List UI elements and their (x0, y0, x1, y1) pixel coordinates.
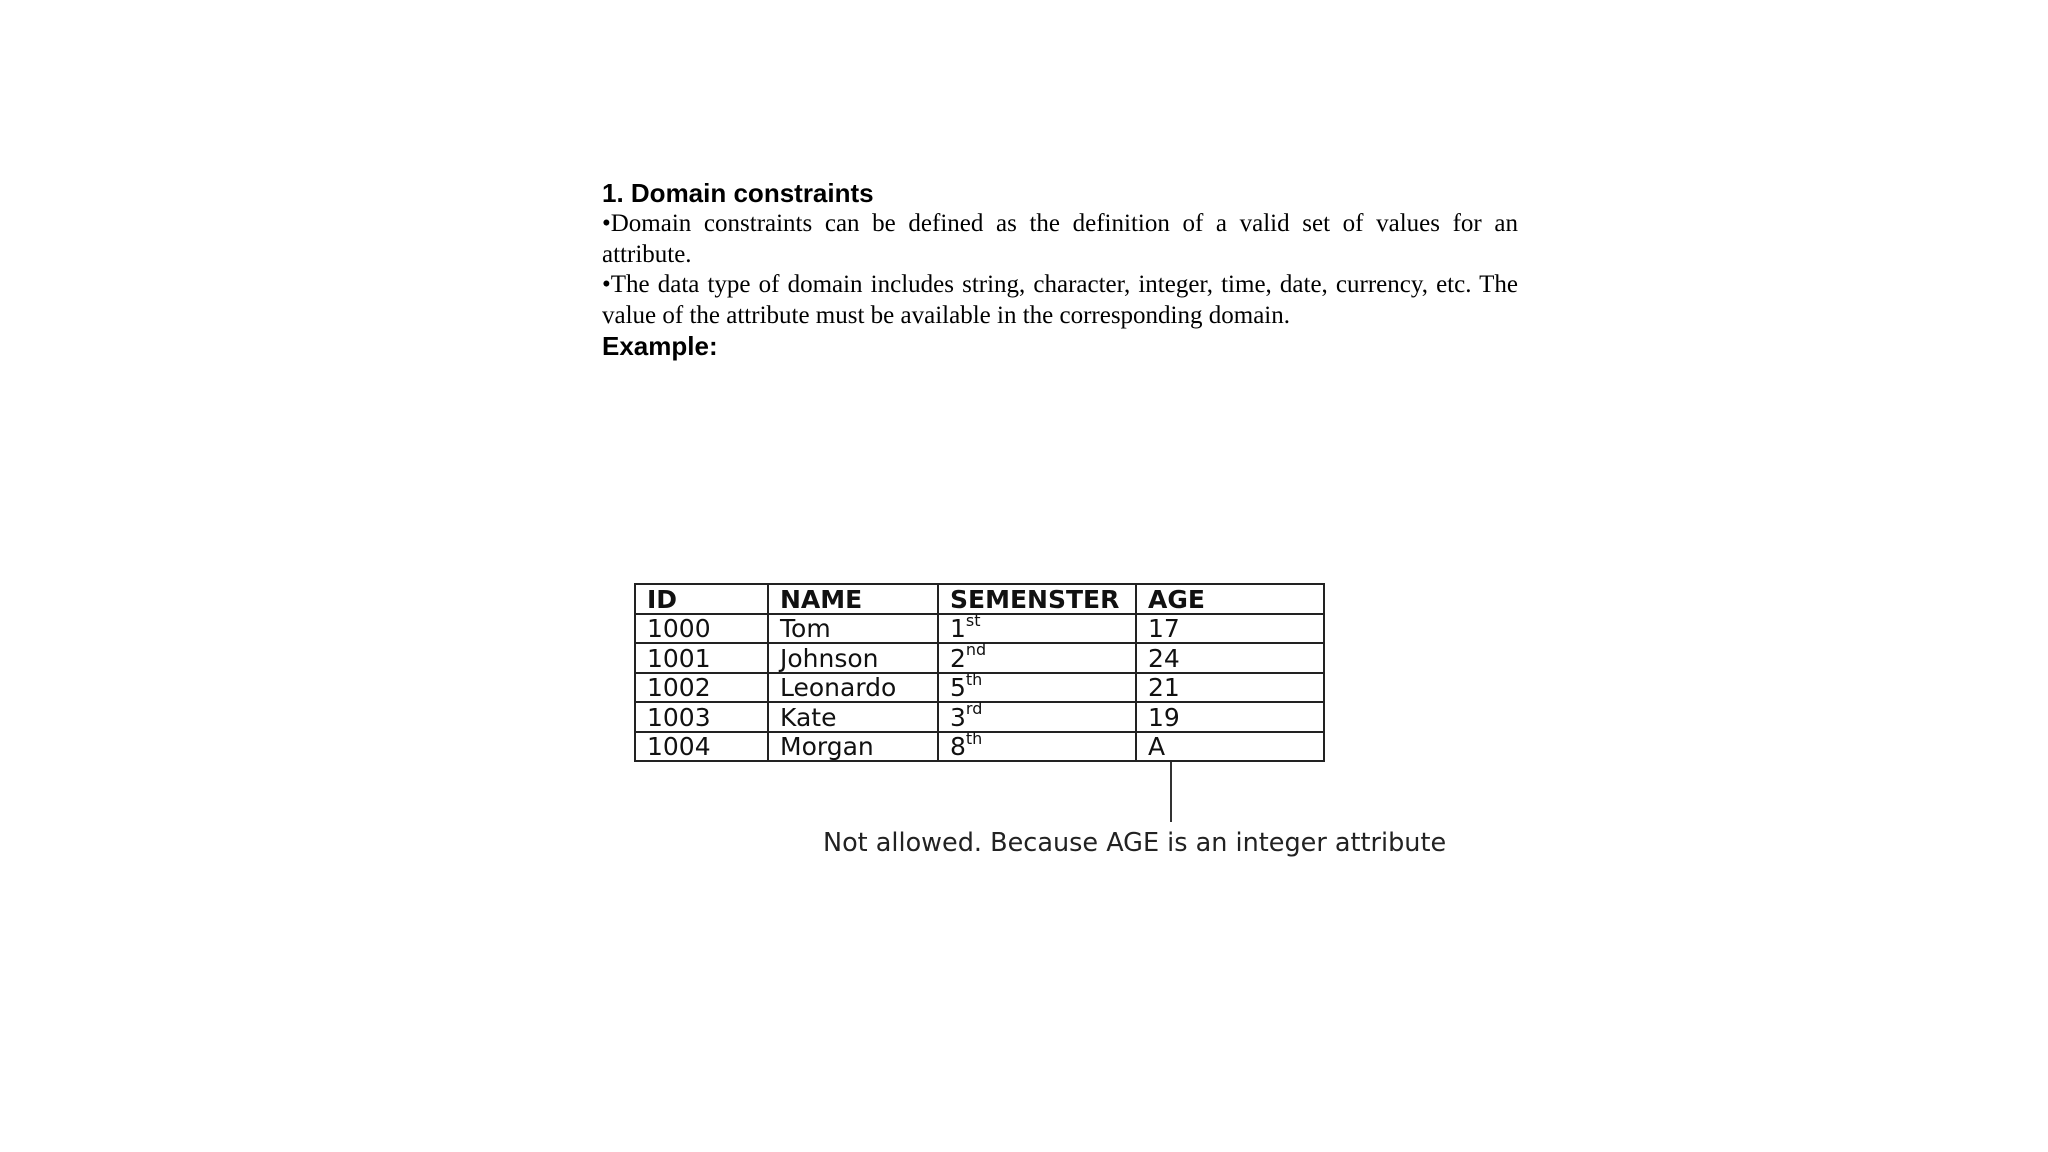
student-table (634, 583, 1325, 762)
section-heading: 1. Domain constraints (602, 178, 874, 208)
column-header-semester: SEMENSTER (938, 584, 1136, 614)
cell-semester (938, 728, 1136, 762)
callout-note: Not allowed. Because AGE is an integer attribute (823, 828, 1447, 858)
table-row-invalid (635, 732, 1324, 762)
cell-age: 21 (1136, 673, 1324, 703)
cell-semester (938, 699, 1136, 732)
cell-id: 1002 (635, 673, 768, 703)
cell-age: 24 (1136, 643, 1324, 673)
cell-name: Kate (768, 702, 938, 732)
cell-age: 17 (1136, 614, 1324, 644)
cell-age: 19 (1136, 702, 1324, 732)
cell-id: 1001 (635, 643, 768, 673)
column-header-age: AGE (1136, 584, 1324, 614)
semester-number: 3 (950, 702, 966, 732)
cell-age-invalid: A (1136, 732, 1324, 762)
cell-semester (938, 640, 1136, 673)
semester-suffix: rd (965, 699, 983, 719)
domain-constraints-section (602, 178, 1518, 362)
table-row (635, 702, 1324, 732)
bullet-data-types: •The data type of domain includes string, character, integer, time, date, currency, etc. The value of the attribute must be available in the corresponding domain. (602, 271, 1518, 329)
cell-name: Leonardo (768, 673, 938, 703)
semester-suffix: st (965, 610, 981, 630)
table-row (635, 614, 1324, 644)
semester-number: 8 (950, 732, 966, 761)
semester-suffix: th (965, 728, 983, 748)
cell-id: 1000 (635, 614, 768, 644)
semester-number: 5 (950, 673, 966, 702)
table-row (635, 643, 1324, 673)
semester-suffix: th (965, 669, 983, 689)
bullet-definition: •Domain constraints can be defined as the definition of a valid set of values for an attribute. (602, 210, 1518, 268)
semester-number: 2 (950, 643, 966, 673)
column-header-name: NAME (768, 584, 938, 614)
cell-name: Morgan (768, 732, 938, 762)
example-table-container (634, 583, 1325, 762)
column-header-id: ID (635, 584, 768, 614)
cell-id: 1004 (635, 732, 768, 762)
semester-suffix: nd (965, 640, 987, 660)
table-header-row (635, 584, 1324, 614)
cell-name: Johnson (768, 643, 938, 673)
table-row (635, 673, 1324, 703)
cell-id: 1003 (635, 702, 768, 732)
example-label: Example: (602, 331, 718, 361)
semester-number: 1 (950, 614, 966, 643)
cell-name: Tom (768, 614, 938, 644)
callout-pointer-line (1170, 762, 1172, 822)
cell-semester (938, 669, 1136, 703)
cell-semester (938, 610, 1136, 644)
